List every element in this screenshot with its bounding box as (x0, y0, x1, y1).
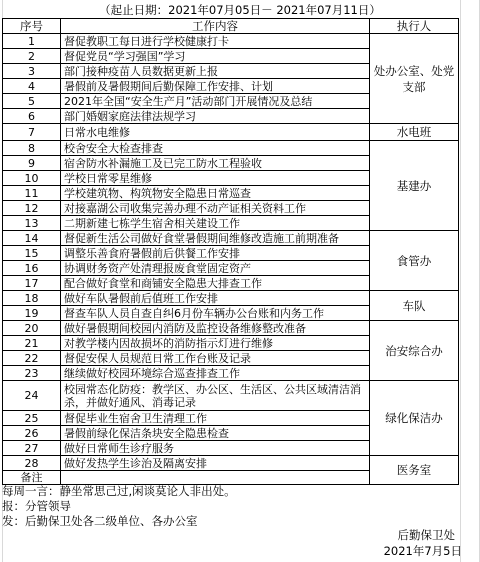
row-number: 27 (3, 441, 61, 456)
row-number: 4 (3, 79, 61, 94)
row-content: 做好暑假期间校园内消防及监控设备维修整改准备 (61, 321, 370, 336)
executor-cell: 食管办 (370, 231, 459, 291)
row-number: 26 (3, 426, 61, 441)
row-content: 督促新生活公司做好食堂暑假期间维修改造施工前期准备 (61, 231, 370, 246)
col-header-seq: 序号 (3, 19, 61, 34)
table-row (3, 291, 459, 306)
send-to: 发：后勤保卫处各二级单位、各办公室 (2, 514, 198, 528)
row-content: 督促安保人员规范日常工作台账及记录 (61, 351, 370, 366)
schedule-table (2, 18, 459, 485)
table-row (3, 321, 459, 336)
col-header-content: 工作内容 (61, 19, 370, 34)
row-content: 学校建筑物、构筑物安全隐患日常巡查 (61, 186, 370, 201)
executor-cell: 医务室 (370, 456, 459, 485)
row-number: 5 (3, 94, 61, 109)
row-content: 继续做好校园环境综合巡查排查工作 (61, 366, 370, 381)
row-content: 2021年全国“安全生产月”活动部门开展情况及总结 (61, 94, 370, 109)
row-number: 14 (3, 231, 61, 246)
row-content: 对教学楼内因故损坏的消防指示灯进行维修 (61, 336, 370, 351)
row-number: 3 (3, 64, 61, 79)
signature-date: 2021年7月5日 (383, 544, 462, 558)
row-content: 做好车队暑假前后值班工作安排 (61, 291, 370, 306)
row-number: 24 (3, 381, 61, 411)
row-content: 协调财务资产处清理报废食堂固定资产 (61, 261, 370, 276)
row-number: 28 (3, 456, 61, 471)
executor-cell: 车队 (370, 291, 459, 321)
row-number: 25 (3, 411, 61, 426)
col-header-exec: 执行人 (370, 19, 459, 34)
row-content: 配合做好食堂和商铺安全隐患大排查工作 (61, 276, 370, 291)
row-number: 23 (3, 366, 61, 381)
row-content: 学校日常零星维修 (61, 171, 370, 186)
row-number: 21 (3, 336, 61, 351)
table-row (3, 381, 459, 411)
row-content: 暑假前绿化保洁条块安全隐患检查 (61, 426, 370, 441)
table-row (3, 34, 459, 49)
row-content: 二期新建七栋学生宿舍相关建设工作 (61, 216, 370, 231)
row-number: 18 (3, 291, 61, 306)
remark-label: 备注 (3, 471, 61, 485)
table-row (3, 141, 459, 156)
row-content: 部门婚姻家庭法律法规学习 (61, 109, 370, 124)
row-number: 7 (3, 124, 61, 141)
row-content: 督查车队人员自查自纠6月份车辆办公台账和内务工作 (61, 306, 370, 321)
row-content: 调整乐善食府暑假前后供餐工作安排 (61, 246, 370, 261)
row-number: 10 (3, 171, 61, 186)
executor-cell: 治安综合办 (370, 321, 459, 381)
row-content: 宿舍防水补漏施工及已完工防水工程验收 (61, 156, 370, 171)
weekly-quote: 每周一言：静坐常思己过,闲谈莫论人非出处。 (2, 484, 236, 498)
executor-cell: 处办公室、处党支部 (370, 34, 459, 124)
row-content: 暑假前及暑假期间后勤保障工作安排、计划 (61, 79, 370, 94)
row-number: 20 (3, 321, 61, 336)
signature-unit: 后勤保卫处 (397, 528, 455, 542)
row-number: 2 (3, 49, 61, 64)
row-number: 8 (3, 141, 61, 156)
row-number: 22 (3, 351, 61, 366)
row-content: 部门接种疫苗人员数据更新上报 (61, 64, 370, 79)
row-content: 校园常态化防疫：教学区、办公区、生活区、公共区域清洁消杀，并做好通风、消毒记录 (61, 381, 370, 411)
row-content: 督促党员“学习强国”学习 (61, 49, 370, 64)
report-to: 报：分管领导 (2, 499, 71, 513)
row-content: 日常水电维修 (61, 124, 370, 141)
row-number: 16 (3, 261, 61, 276)
row-content: 做好发热学生诊治及隔离安排 (61, 456, 370, 471)
table-row (3, 124, 459, 141)
row-content: 督促毕业生宿舍卫生清理工作 (61, 411, 370, 426)
row-content: 校舍安全大检查排查 (61, 141, 370, 156)
remark-row (3, 471, 459, 485)
gridline (460, 0, 461, 562)
row-number: 1 (3, 34, 61, 49)
row-content: 做好日常师生诊疗服务 (61, 441, 370, 456)
table-header-row (3, 19, 459, 34)
table-row (3, 456, 459, 471)
table-row (3, 231, 459, 246)
executor-cell: 绿化保洁办 (370, 381, 459, 456)
row-number: 9 (3, 156, 61, 171)
row-number: 6 (3, 109, 61, 124)
row-number: 12 (3, 201, 61, 216)
executor-cell: 水电班 (370, 124, 459, 141)
row-number: 15 (3, 246, 61, 261)
row-number: 13 (3, 216, 61, 231)
footer (2, 484, 478, 529)
date-range: （起止日期：2021年07月05日－ 2021年07月11日） (99, 3, 381, 17)
executor-cell: 基建办 (370, 141, 459, 231)
row-number: 19 (3, 306, 61, 321)
row-number: 11 (3, 186, 61, 201)
row-number: 17 (3, 276, 61, 291)
row-content: 对接嘉湖公司收集完善办理不动产证相关资料工作 (61, 201, 370, 216)
row-content: 督促教职工每日进行学校健康打卡 (61, 34, 370, 49)
